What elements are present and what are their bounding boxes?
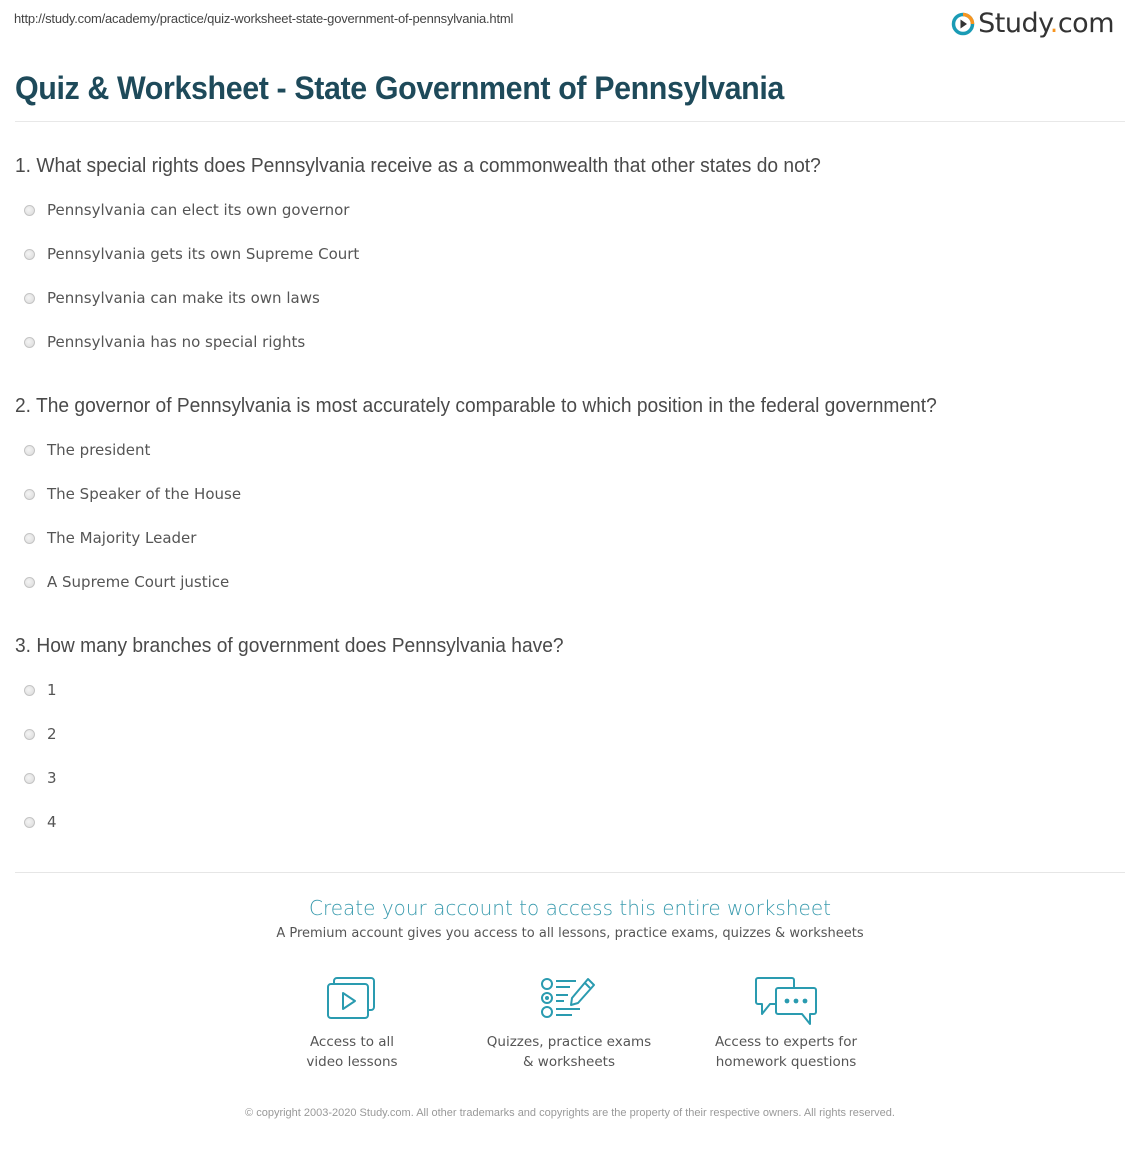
answer-option[interactable] (24, 681, 57, 699)
radio-button[interactable] (24, 685, 35, 696)
answer-option[interactable] (24, 289, 320, 307)
create-account-link[interactable]: Create your account to access this entire worksheet (309, 896, 831, 920)
radio-button[interactable] (24, 337, 35, 348)
feature-video-lessons (252, 976, 452, 1072)
logo-suffix: com (1057, 8, 1114, 39)
answer-label: A Supreme Court justice (47, 573, 230, 591)
page-title: Quiz & Worksheet - State Government of Pennsylvania (15, 70, 784, 106)
feature-line-1: Quizzes, practice exams (486, 1034, 652, 1050)
answer-label: The Speaker of the House (47, 485, 242, 503)
copyright-notice: © copyright 2003-2020 Study.com. All other trademarks and copyrights are the property of their respective owners. All rights reserved. (245, 1107, 895, 1119)
answer-label: 3 (47, 769, 57, 787)
video-lessons-icon (326, 976, 378, 1020)
answer-option[interactable] (24, 573, 229, 591)
answer-option[interactable] (24, 529, 196, 547)
cta-subtitle: A Premium account gives you access to all lessons, practice exams, quizzes & worksheets (276, 926, 864, 941)
question-3: 3. How many branches of government does Pennsylvania have? (15, 635, 564, 657)
study-logo[interactable] (951, 8, 1114, 40)
feature-line-2: homework questions (715, 1054, 857, 1070)
radio-button[interactable] (24, 445, 35, 456)
radio-button[interactable] (24, 577, 35, 588)
feature-label (686, 1032, 886, 1072)
radio-button[interactable] (24, 293, 35, 304)
answer-label: 1 (47, 681, 57, 699)
logo-dot: . (1049, 8, 1058, 39)
section-divider (15, 872, 1125, 873)
answer-label: Pennsylvania can make its own laws (47, 289, 320, 307)
answer-option[interactable] (24, 333, 305, 351)
feature-label (469, 1032, 669, 1072)
feature-label (252, 1032, 452, 1072)
feature-line-2: & worksheets (522, 1054, 615, 1070)
answer-option[interactable] (24, 485, 241, 503)
answer-label: The president (47, 441, 151, 459)
chat-bubbles-icon (754, 976, 818, 1026)
feature-experts (686, 976, 886, 1072)
answer-label: The Majority Leader (47, 529, 197, 547)
feature-line-1: Access to all (309, 1034, 395, 1050)
play-logo-icon (951, 12, 975, 36)
answer-label: 4 (47, 813, 57, 831)
answer-label: Pennsylvania has no special rights (47, 333, 306, 351)
radio-button[interactable] (24, 249, 35, 260)
answer-option[interactable] (24, 725, 57, 743)
radio-button[interactable] (24, 533, 35, 544)
answer-option[interactable] (24, 813, 57, 831)
quiz-checklist-icon (540, 976, 598, 1020)
answer-option[interactable] (24, 245, 359, 263)
radio-button[interactable] (24, 729, 35, 740)
logo-main: Study (978, 8, 1050, 39)
answer-option[interactable] (24, 441, 150, 459)
answer-label: 2 (47, 725, 57, 743)
feature-line-1: Access to experts for (714, 1034, 857, 1050)
answer-label: Pennsylvania can elect its own governor (47, 201, 350, 219)
page-url: http://study.com/academy/practice/quiz-worksheet-state-government-of-pennsylvania.html (14, 11, 514, 26)
question-2: 2. The governor of Pennsylvania is most accurately comparable to which position in the federal government? (15, 395, 937, 417)
radio-button[interactable] (24, 817, 35, 828)
radio-button[interactable] (24, 773, 35, 784)
answer-label: Pennsylvania gets its own Supreme Court (47, 245, 360, 263)
feature-line-2: video lessons (306, 1054, 398, 1070)
feature-quizzes (469, 976, 669, 1072)
answer-option[interactable] (24, 769, 57, 787)
radio-button[interactable] (24, 205, 35, 216)
title-divider (15, 121, 1125, 122)
question-1: 1. What special rights does Pennsylvania receive as a commonwealth that other states do not? (15, 155, 821, 177)
answer-option[interactable] (24, 201, 349, 219)
logo-wordmark (978, 8, 1114, 40)
radio-button[interactable] (24, 489, 35, 500)
